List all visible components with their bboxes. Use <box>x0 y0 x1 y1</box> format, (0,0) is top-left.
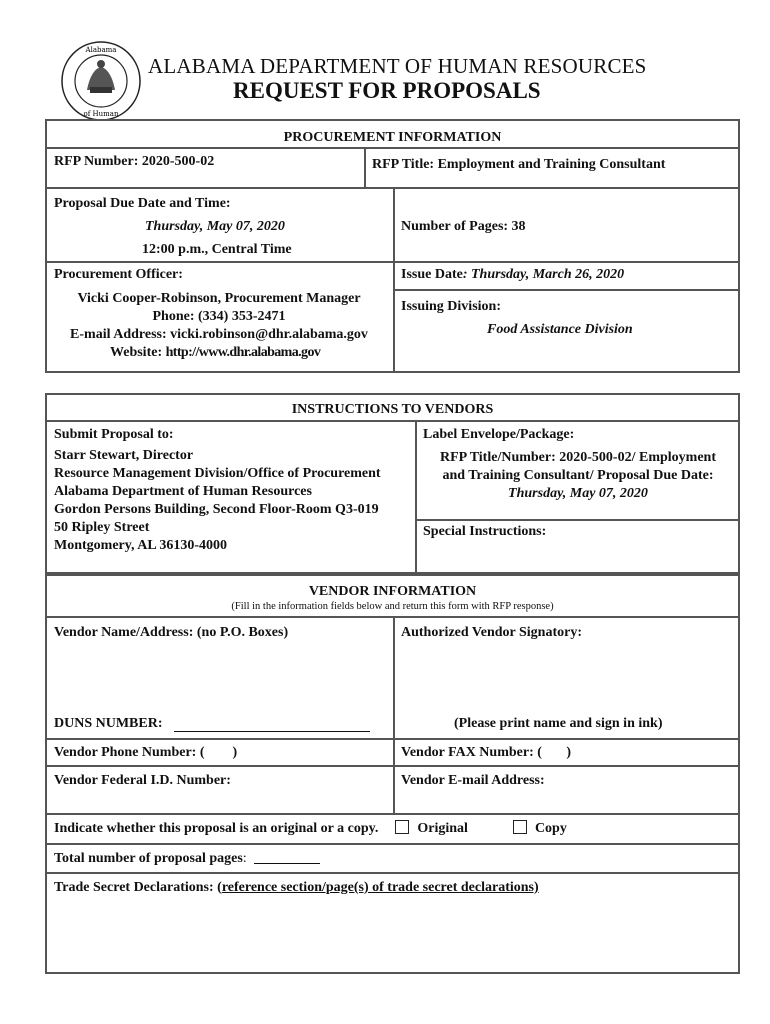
label-envelope-heading: Label Envelope/Package: <box>423 427 575 442</box>
submit-line-1: Starr Stewart, Director <box>54 448 194 463</box>
authorized-signatory-field[interactable] <box>401 645 731 711</box>
due-date-label: Proposal Due Date and Time: <box>54 196 231 211</box>
officer-name: Vicki Cooper-Robinson, Procurement Manager <box>77 291 361 306</box>
svg-text:Alabama: Alabama <box>85 46 117 54</box>
submit-line-2: Resource Management Division/Office of Procurement <box>54 466 381 481</box>
trade-secret-reference: reference section/page(s) of trade secret declarations) <box>221 880 539 895</box>
submit-line-6: Montgomery, AL 36130-4000 <box>54 538 228 553</box>
label-line-3: Thursday, May 07, 2020 <box>508 486 648 501</box>
duns-label: DUNS NUMBER: <box>54 716 163 731</box>
seal-icon <box>60 40 142 122</box>
total-pages-field[interactable] <box>254 851 320 864</box>
total-pages-label: Total number of proposal pages <box>54 851 243 866</box>
issuing-division: Food Assistance Division <box>487 322 633 337</box>
due-date: Thursday, May 07, 2020 <box>145 219 285 234</box>
website-label: Website: <box>110 345 163 360</box>
label-line-1: RFP Title/Number: 2020-500-02/ Employment <box>440 450 716 465</box>
procurement-title: PROCUREMENT INFORMATION <box>283 130 502 145</box>
trade-secret-row <box>54 880 539 896</box>
instructions-title: INSTRUCTIONS TO VENDORS <box>291 402 494 417</box>
original-copy-row <box>54 820 567 837</box>
label-line-2: and Training Consultant/ Proposal Due Date: <box>442 468 714 483</box>
rfp-title: RFP Title: Employment and Training Consultant <box>372 157 666 172</box>
vendor-subtitle: (Fill in the information fields below and return this form with RFP response) <box>231 601 554 612</box>
number-of-pages: Number of Pages: 38 <box>401 219 526 234</box>
officer-website-row <box>110 345 320 361</box>
total-pages-row <box>54 851 320 867</box>
original-label: Original <box>417 821 468 836</box>
copy-checkbox[interactable] <box>513 820 527 834</box>
vendor-name-address-label: Vendor Name/Address: (no P.O. Boxes) <box>54 625 289 640</box>
vendor-federal-id-label[interactable]: Vendor Federal I.D. Number: <box>54 773 231 788</box>
vendor-name-address-field[interactable] <box>54 645 384 711</box>
special-instructions-label: Special Instructions: <box>423 524 547 539</box>
vendor-email-label[interactable]: Vendor E-mail Address: <box>401 773 545 788</box>
submit-line-3: Alabama Department of Human Resources <box>54 484 312 499</box>
vendor-title: VENDOR INFORMATION <box>308 584 477 599</box>
issue-date-row <box>401 267 624 283</box>
rfp-number: RFP Number: 2020-500-02 <box>54 154 215 169</box>
officer-email: E-mail Address: vicki.robinson@dhr.alabama.gov <box>70 327 368 342</box>
due-time: 12:00 p.m., Central Time <box>142 242 292 257</box>
submit-line-5: 50 Ripley Street <box>54 520 150 535</box>
vendor-fax-label[interactable]: Vendor FAX Number: ( ) <box>401 745 572 760</box>
submit-line-4: Gordon Persons Building, Second Floor-Room Q3-019 <box>54 502 379 517</box>
website-link[interactable]: http://www.dhr.alabama.gov <box>165 345 321 360</box>
issue-date-label: Issue Date <box>401 267 463 282</box>
officer-phone: Phone: (334) 353-2471 <box>152 309 286 324</box>
document-title: REQUEST FOR PROPOSALS <box>233 78 541 103</box>
submit-label: Submit Proposal to: <box>54 427 174 442</box>
issue-date: : Thursday, March 26, 2020 <box>462 267 625 282</box>
svg-text:of Human: of Human <box>83 110 119 118</box>
trade-secret-field[interactable] <box>54 902 730 968</box>
trade-secret-label: Trade Secret Declarations: ( <box>54 880 222 895</box>
officer-label: Procurement Officer: <box>54 267 183 282</box>
authorized-signatory-label: Authorized Vendor Signatory: <box>401 625 582 640</box>
issuing-division-label: Issuing Division: <box>401 299 501 314</box>
vendor-phone-label[interactable]: Vendor Phone Number: ( ) <box>54 745 238 760</box>
print-name-note: (Please print name and sign in ink) <box>454 716 663 731</box>
agency-name: ALABAMA DEPARTMENT OF HUMAN RESOURCES <box>148 54 647 78</box>
original-checkbox[interactable] <box>395 820 409 834</box>
copy-label: Copy <box>534 821 567 836</box>
department-seal <box>60 40 142 122</box>
original-copy-question: Indicate whether this proposal is an original or a copy. <box>54 821 379 836</box>
duns-field[interactable] <box>174 731 370 732</box>
total-pages-colon: : <box>242 851 247 866</box>
